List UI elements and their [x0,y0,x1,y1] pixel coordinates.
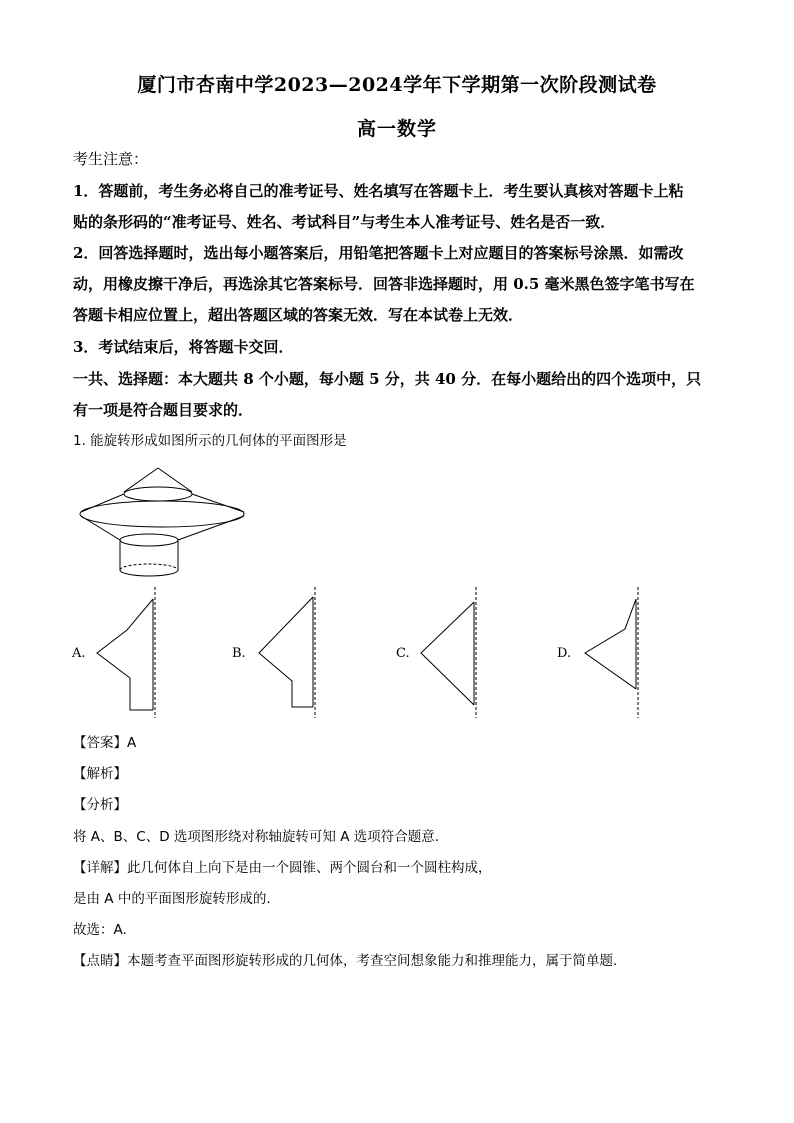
analysis-tag: 【解析】 [73,766,127,782]
exam-title: 厦门市杏南中学2023—2024学年下学期第一次阶段测试卷 [137,74,657,96]
solid-figure [78,460,258,580]
notice-item-2-line-1: 2．回答选择题时，选出每小题答案后，用铅笔把答题卡上对应题目的答案标号涂黑．如需改 [73,244,684,262]
notice-item-3: 3．考试结束后，将答题卡交回． [73,338,294,356]
option-d-figure [582,585,652,720]
option-c-figure [420,585,490,720]
fenxi-tag: 【分析】 [73,797,127,813]
section-1-line-2: 有一项是符合题目要求的． [73,401,254,419]
notice-heading: 考生注意： [73,150,149,168]
choose-line: 故选：A. [73,922,127,938]
option-a-label: A. [72,646,86,661]
comment-line: 【点睛】本题考查平面图形旋转形成的几何体，考查空间想象能力和推理能力，属于简单题. [73,953,618,969]
detail-line-1: 【详解】此几何体自上向下是由一个圆锥、两个圆台和一个圆柱构成， [73,860,492,876]
answer-line: 【答案】A [73,735,137,751]
option-c-label: C. [396,646,410,661]
notice-item-1-line-2: 贴的条形码的“准考证号、姓名、考试科目”与考生本人准考证号、姓名是否一致． [73,213,616,231]
option-a-figure [96,585,166,720]
notice-item-2-line-3: 答题卡相应位置上，超出答题区域的答案无效．写在本试卷上无效． [73,306,524,324]
option-b-label: B. [232,646,246,661]
exam-subtitle: 高一数学 [356,118,437,140]
option-b-figure [256,585,326,720]
notice-item-1-line-1: 1．答题前，考生务必将自己的准考证号、姓名填写在答题卡上．考生要认真核对答题卡上粘 [73,182,684,200]
option-d-label: D. [557,646,572,661]
question-1-stem: 1. 能旋转形成如图所示的几何体的平面图形是 [73,433,347,449]
notice-item-2-line-2: 动，用橡皮擦干净后，再选涂其它答案标号．回答非选择题时，用 0.5 毫米黑色签字笔书写在 [73,275,695,293]
section-1-line-1: 一共、选择题：本大题共 8 个小题，每小题 5 分，共 40 分．在每小题给出的四个选项中，只 [73,370,702,388]
fenxi-text: 将 A、B、C、D 选项图形绕对称轴旋转可知 A 选项符合题意. [73,829,440,845]
detail-line-2: 是由 A 中的平面图形旋转形成的. [73,891,271,907]
